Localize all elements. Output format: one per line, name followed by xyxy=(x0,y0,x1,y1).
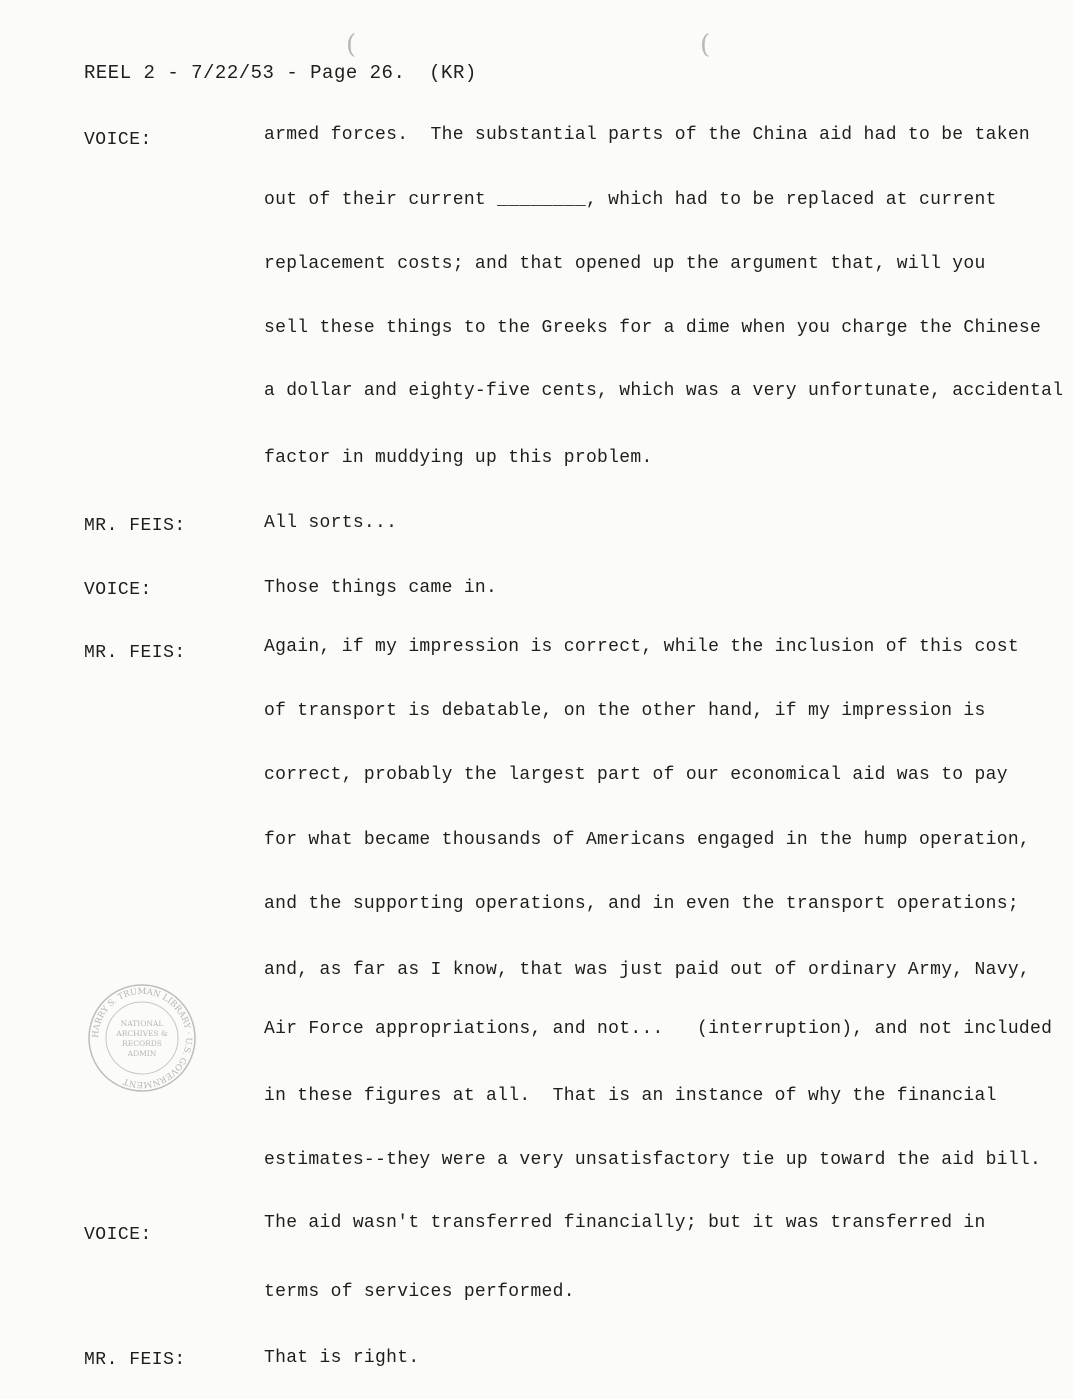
transcript-line: of transport is debatable, on the other hand, if my impression is xyxy=(264,701,986,721)
transcript-line: terms of services performed. xyxy=(264,1282,575,1302)
transcript-line: All sorts... xyxy=(264,513,398,533)
svg-text:ARCHIVES &: ARCHIVES & xyxy=(116,1029,168,1038)
pencil-mark-right: ( xyxy=(700,30,711,60)
archive-stamp-icon xyxy=(86,982,198,1094)
transcript-line: and the supporting operations, and in even the transport operations; xyxy=(264,894,1019,914)
svg-text:RECORDS: RECORDS xyxy=(122,1039,162,1048)
svg-text:ADMIN: ADMIN xyxy=(127,1049,157,1058)
speaker-label: MR. FEIS: xyxy=(84,643,186,663)
speaker-label: VOICE: xyxy=(84,1225,152,1245)
svg-text:HARRY S. TRUMAN LIBRARY · U.S.: HARRY S. TRUMAN LIBRARY · U.S. GOVERNMENT xyxy=(90,986,194,1090)
transcript-line: sell these things to the Greeks for a dime when you charge the Chinese xyxy=(264,318,1042,338)
transcript-line: in these figures at all. That is an instance of why the financial xyxy=(264,1086,997,1106)
pencil-mark-left: ( xyxy=(346,30,357,60)
speaker-label: MR. FEIS: xyxy=(84,516,186,536)
transcript-line: out of their current ________, which had to be replaced at current xyxy=(264,190,997,210)
transcript-line: The aid wasn't transferred financially; but it was transferred in xyxy=(264,1213,986,1233)
speaker-label: VOICE: xyxy=(84,130,152,150)
transcript-line: correct, probably the largest part of our economical aid was to pay xyxy=(264,765,1008,785)
svg-text:NATIONAL: NATIONAL xyxy=(120,1019,164,1028)
transcript-line: armed forces. The substantial parts of the China aid had to be taken xyxy=(264,125,1031,145)
transcript-line: Again, if my impression is correct, while the inclusion of this cost xyxy=(264,637,1019,657)
transcript-line: and, as far as I know, that was just paid out of ordinary Army, Navy, xyxy=(264,960,1031,980)
transcript-line: a dollar and eighty-five cents, which was a very unfortunate, accidental xyxy=(264,381,1064,401)
transcript-line: Those things came in. xyxy=(264,578,498,598)
transcript-line: Air Force appropriations, and not... (interruption), and not included xyxy=(264,1019,1053,1039)
page-header: REEL 2 - 7/22/53 - Page 26. (KR) xyxy=(84,62,477,84)
transcript-line: replacement costs; and that opened up the argument that, will you xyxy=(264,254,986,274)
transcript-line: estimates--they were a very unsatisfactory tie up toward the aid bill. xyxy=(264,1150,1042,1170)
transcript-line: factor in muddying up this problem. xyxy=(264,448,653,468)
speaker-label: VOICE: xyxy=(84,580,152,600)
transcript-line: for what became thousands of Americans engaged in the hump operation, xyxy=(264,830,1031,850)
speaker-label: MR. FEIS: xyxy=(84,1350,186,1370)
transcript-line: That is right. xyxy=(264,1348,420,1368)
